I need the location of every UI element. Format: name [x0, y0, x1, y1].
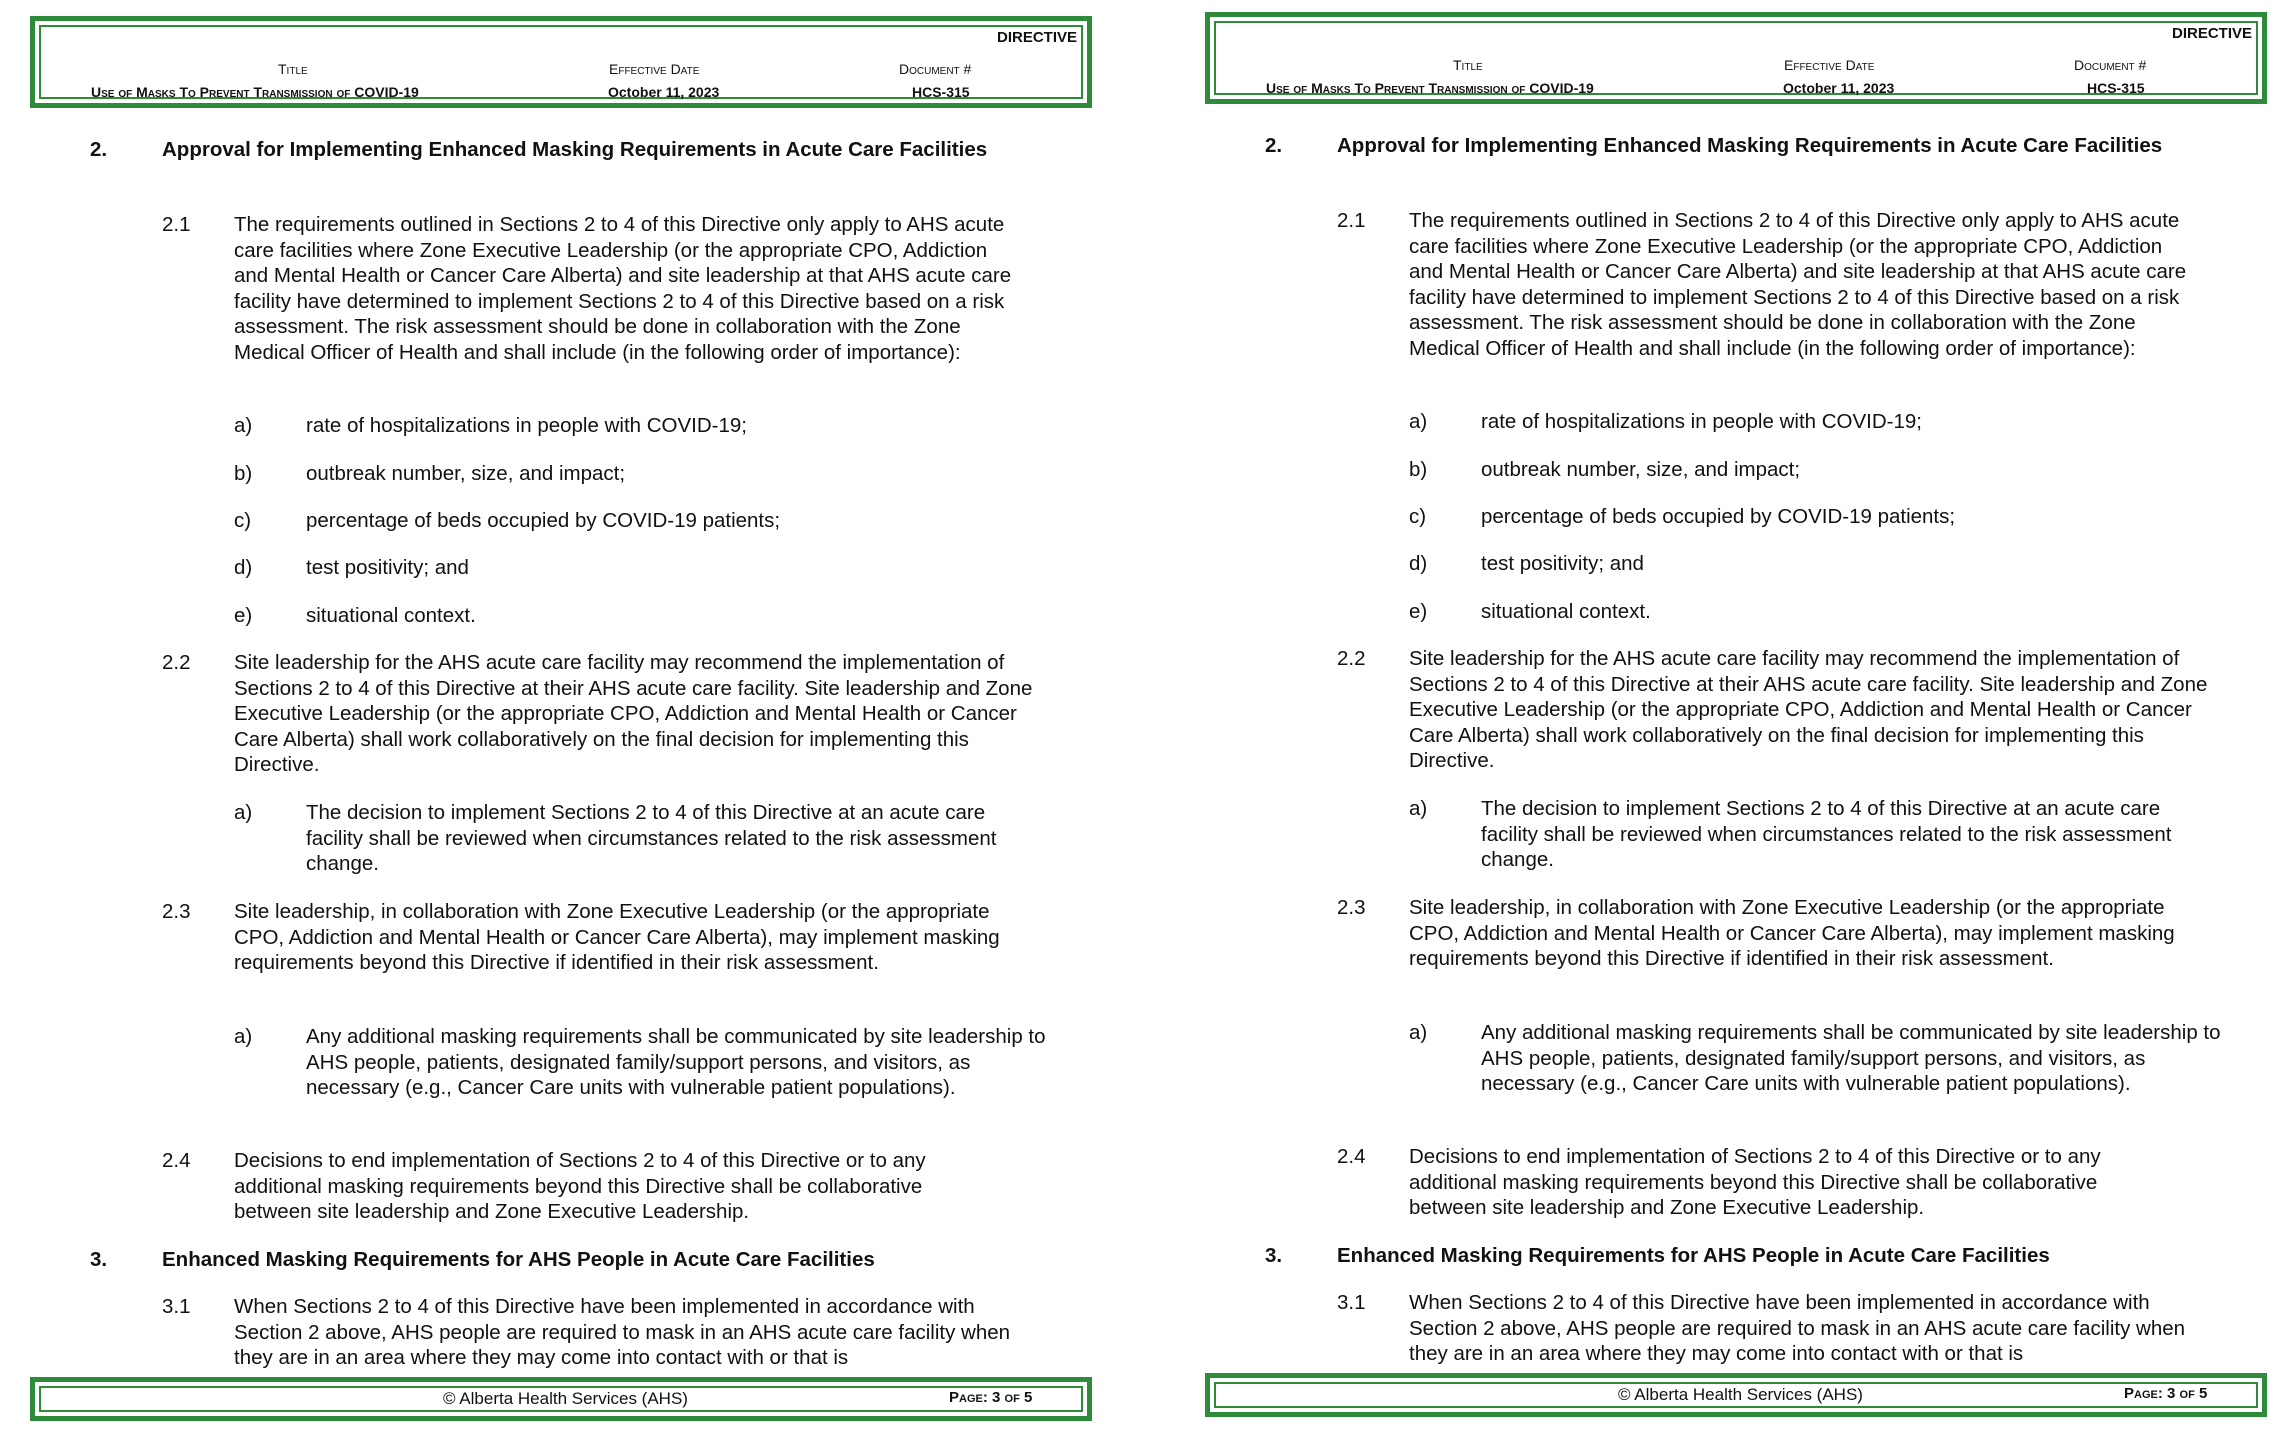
list-item-label: a) — [1409, 1021, 1428, 1044]
list-item-text: test positivity; and — [1481, 552, 1644, 575]
paragraph-text: Site leadership, in collaboration with Zone Executive Leadership (or the appropriate CPO, Addiction and Mental Health or Cancer Care Alberta), may implement masking requirements beyond this Directive if identified in their risk assessment. — [234, 900, 1000, 974]
paragraph-text: The requirements outlined in Sections 2 to 4 of this Directive only apply to AHS acute care facilities where Zone Executive Leadership (or the appropriate CPO, Addiction and Mental Health or Cancer Care Alberta) and site leadership at that AHS acute care facility have determined to implement Sections 2 to 4 of this Directive based on a risk assessment. The risk assessment should be done in collaboration with the Zone Medical Officer of Health and shall include (in the following order of importance): — [1409, 209, 2187, 360]
paragraph-number: 2.3 — [1337, 896, 1366, 919]
paragraph-text: Site leadership for the AHS acute care facility may recommend the implementation of Sections 2 to 4 of this Directive at their AHS acute care facility. Site leadership and Zone Executive Leadership (or the appropriate CPO, Addiction and Mental Health or Cancer Care Alberta) shall work collaboratively on the final decision for implementing this Directive. — [1409, 647, 2208, 772]
paragraph-number: 3.1 — [1337, 1291, 1366, 1314]
paragraph-number: 3.1 — [162, 1295, 191, 1318]
paragraph-text: Site leadership for the AHS acute care facility may recommend the implementation of Sections 2 to 4 of this Directive at their AHS acute care facility. Site leadership and Zone Executive Leadership (or the appropriate CPO, Addiction and Mental Health or Cancer Care Alberta) shall work collaboratively on the final decision for implementing this Directive. — [234, 651, 1033, 776]
list-item-label: a) — [1409, 410, 1428, 433]
header-box — [30, 16, 1092, 108]
header-box — [1205, 12, 2267, 104]
list-item-label: a) — [234, 801, 253, 824]
list-item-text: situational context. — [306, 604, 476, 627]
effective-date-label: Effective Date — [609, 61, 700, 77]
effective-date-label: Effective Date — [1784, 57, 1875, 73]
list-item-label: b) — [1409, 458, 1428, 481]
paragraph-text: Decisions to end implementation of Sections 2 to 4 of this Directive or to any additional masking requirements beyond this Directive shall be collaborative between site leadership and Zone Executive Leadership. — [234, 1149, 926, 1223]
list-item-text: situational context. — [1481, 600, 1651, 623]
document-page — [0, 0, 1100, 1439]
section-number: 2. — [1265, 134, 1283, 157]
list-item-label: c) — [234, 509, 252, 532]
title-label: Title — [1453, 57, 1483, 73]
paragraph-number: 2.1 — [162, 213, 191, 236]
paragraph-text: When Sections 2 to 4 of this Directive have been implemented in accordance with Section 2 above, AHS people are required to mask in an AHS acute care facility when they are in an area where they may come into contact with or that is — [1409, 1291, 2186, 1365]
section-number: 2. — [90, 138, 108, 161]
list-item-text: Any additional masking requirements shall be communicated by site leadership to AHS people, patients, designated family/support persons, and visitors, as necessary (e.g., Cancer Care units with vulnerable patient populations). — [1481, 1021, 2221, 1095]
directive-label: DIRECTIVE — [996, 29, 1077, 46]
section-title: Enhanced Masking Requirements for AHS People in Acute Care Facilities — [162, 1248, 875, 1271]
document-number-label: Document # — [899, 61, 972, 77]
section-title: Approval for Implementing Enhanced Masking Requirements in Acute Care Facilities — [162, 138, 988, 161]
list-item-label: e) — [1409, 600, 1428, 623]
list-item-text: rate of hospitalizations in people with COVID-19; — [1481, 410, 1922, 433]
footer-box — [30, 1377, 1092, 1421]
paragraph-number: 2.4 — [1337, 1145, 1366, 1168]
list-item-text: rate of hospitalizations in people with COVID-19; — [306, 414, 747, 437]
paragraph-number: 2.1 — [1337, 209, 1366, 232]
list-item-label: a) — [234, 1025, 253, 1048]
effective-date-value: October 11, 2023 — [608, 84, 720, 100]
list-item-label: a) — [234, 414, 253, 437]
list-item-text: test positivity; and — [306, 556, 469, 579]
list-item-label: d) — [1409, 552, 1428, 575]
list-item-text: percentage of beds occupied by COVID-19 patients; — [306, 509, 781, 532]
paragraph-number: 2.2 — [162, 651, 191, 674]
section-title: Approval for Implementing Enhanced Masking Requirements in Acute Care Facilities — [1337, 134, 2163, 157]
footer-box — [1205, 1373, 2267, 1417]
title-value: Use of Masks To Prevent Transmission of COVID-19 — [1266, 80, 1594, 96]
list-item-label: b) — [234, 462, 253, 485]
title-value: Use of Masks To Prevent Transmission of COVID-19 — [91, 84, 419, 100]
directive-label: DIRECTIVE — [2171, 25, 2252, 42]
list-item-label: a) — [1409, 797, 1428, 820]
page-number: Page: 3 of 5 — [949, 1389, 1033, 1406]
section-number: 3. — [90, 1248, 108, 1271]
list-item-label: d) — [234, 556, 253, 579]
list-item-text: Any additional masking requirements shall be communicated by site leadership to AHS people, patients, designated family/support persons, and visitors, as necessary (e.g., Cancer Care units with vulnerable patient populations). — [306, 1025, 1046, 1099]
effective-date-value: October 11, 2023 — [1783, 80, 1895, 96]
document-page — [1175, 0, 2275, 1435]
paragraph-text: Decisions to end implementation of Sections 2 to 4 of this Directive or to any additional masking requirements beyond this Directive shall be collaborative between site leadership and Zone Executive Leadership. — [1409, 1145, 2101, 1219]
page-number: Page: 3 of 5 — [2124, 1385, 2208, 1402]
list-item-text: The decision to implement Sections 2 to 4 of this Directive at an acute care facility shall be reviewed when circumstances related to the risk assessment change. — [306, 801, 997, 875]
title-label: Title — [278, 61, 308, 77]
paragraph-number: 2.2 — [1337, 647, 1366, 670]
paragraph-text: The requirements outlined in Sections 2 to 4 of this Directive only apply to AHS acute care facilities where Zone Executive Leadership (or the appropriate CPO, Addiction and Mental Health or Cancer Care Alberta) and site leadership at that AHS acute care facility have determined to implement Sections 2 to 4 of this Directive based on a risk assessment. The risk assessment should be done in collaboration with the Zone Medical Officer of Health and shall include (in the following order of importance): — [234, 213, 1012, 364]
document-number-value: HCS-315 — [2087, 80, 2145, 96]
list-item-text: outbreak number, size, and impact; — [1481, 458, 1801, 481]
section-title: Enhanced Masking Requirements for AHS People in Acute Care Facilities — [1337, 1244, 2050, 1267]
paragraph-number: 2.4 — [162, 1149, 191, 1172]
paragraph-text: When Sections 2 to 4 of this Directive have been implemented in accordance with Section 2 above, AHS people are required to mask in an AHS acute care facility when they are in an area where they may come into contact with or that is — [234, 1295, 1011, 1369]
section-number: 3. — [1265, 1244, 1283, 1267]
paragraph-text: Site leadership, in collaboration with Zone Executive Leadership (or the appropriate CPO, Addiction and Mental Health or Cancer Care Alberta), may implement masking requirements beyond this Directive if identified in their risk assessment. — [1409, 896, 2175, 970]
paragraph-number: 2.3 — [162, 900, 191, 923]
list-item-text: The decision to implement Sections 2 to 4 of this Directive at an acute care facility shall be reviewed when circumstances related to the risk assessment change. — [1481, 797, 2172, 871]
list-item-text: outbreak number, size, and impact; — [306, 462, 626, 485]
copyright-text: © Alberta Health Services (AHS) — [1618, 1385, 1863, 1404]
copyright-text: © Alberta Health Services (AHS) — [443, 1389, 688, 1408]
document-number-label: Document # — [2074, 57, 2147, 73]
document-number-value: HCS-315 — [912, 84, 970, 100]
list-item-text: percentage of beds occupied by COVID-19 patients; — [1481, 505, 1956, 528]
list-item-label: c) — [1409, 505, 1427, 528]
list-item-label: e) — [234, 604, 253, 627]
